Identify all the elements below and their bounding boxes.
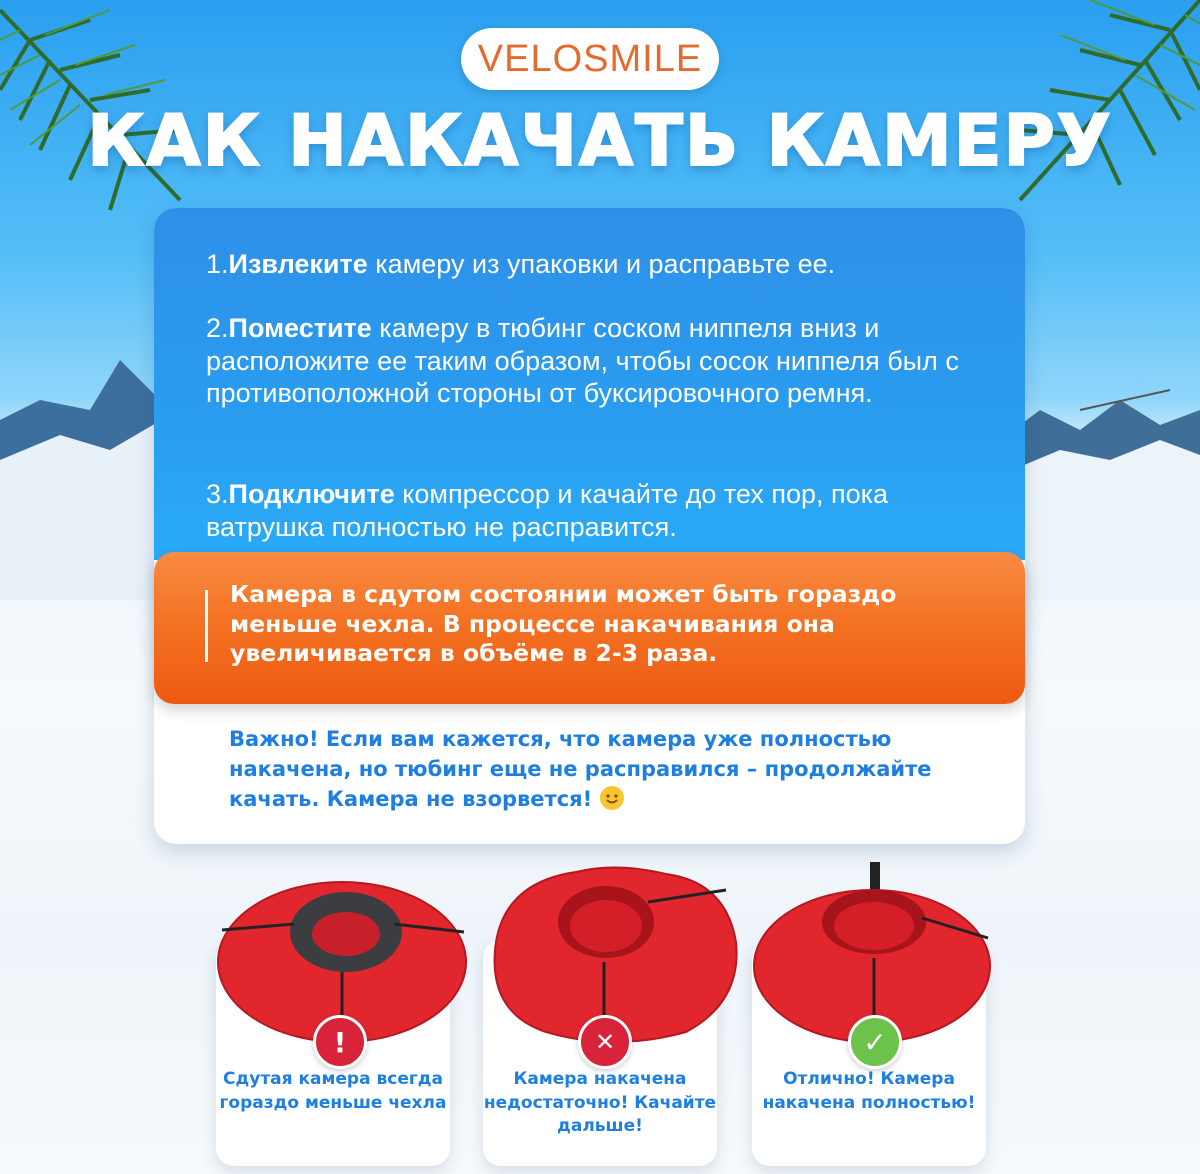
underinflated-tube-image bbox=[486, 862, 742, 1042]
check-icon: ✓ bbox=[848, 1015, 902, 1069]
step-1: 1.Извлеките камеру из упаковки и расправьте ее. bbox=[206, 249, 836, 279]
step-3: 3.Подключите компрессор и качайте до тех пор, пока ватрушка полностью не расправится. bbox=[206, 479, 889, 542]
card-inflated-text: Отлично! Камера накачена полностью! bbox=[762, 1069, 976, 1113]
note-accent-bar bbox=[205, 590, 208, 662]
steps-block bbox=[154, 208, 1025, 560]
smile-emoji-icon bbox=[600, 786, 624, 810]
exclamation-icon: ! bbox=[313, 1015, 367, 1069]
brand-logo: VELOSMILE bbox=[461, 28, 719, 90]
card-deflated-text: Сдутая камера всегда гораздо меньше чехла bbox=[219, 1069, 447, 1113]
note-text: Камера в сдутом состоянии может быть гораздо меньше чехла. В процессе накачивания она увеличивается в объёме в 2-3 раза. bbox=[230, 580, 897, 667]
cross-icon: ✕ bbox=[578, 1015, 632, 1069]
card-underinflated-text: Камера накачена недостаточно! Качайте дальше! bbox=[483, 1069, 717, 1136]
page-title: КАК НАКАЧАТЬ КАМЕРУ bbox=[87, 100, 1113, 182]
inflation-note bbox=[154, 552, 1025, 704]
step-2: 2.Поместите камеру в тюбинг соском ниппеля вниз и расположите ее таким образом, чтобы сосок ниппеля был с противоположной стороны от буксировочного ремня. bbox=[206, 313, 959, 408]
important-warning: Важно! Если вам кажется, что камера уже полностью накачена, но тюбинг еще не расправился – продолжайте качать. Камера не взорвется! bbox=[229, 727, 932, 811]
